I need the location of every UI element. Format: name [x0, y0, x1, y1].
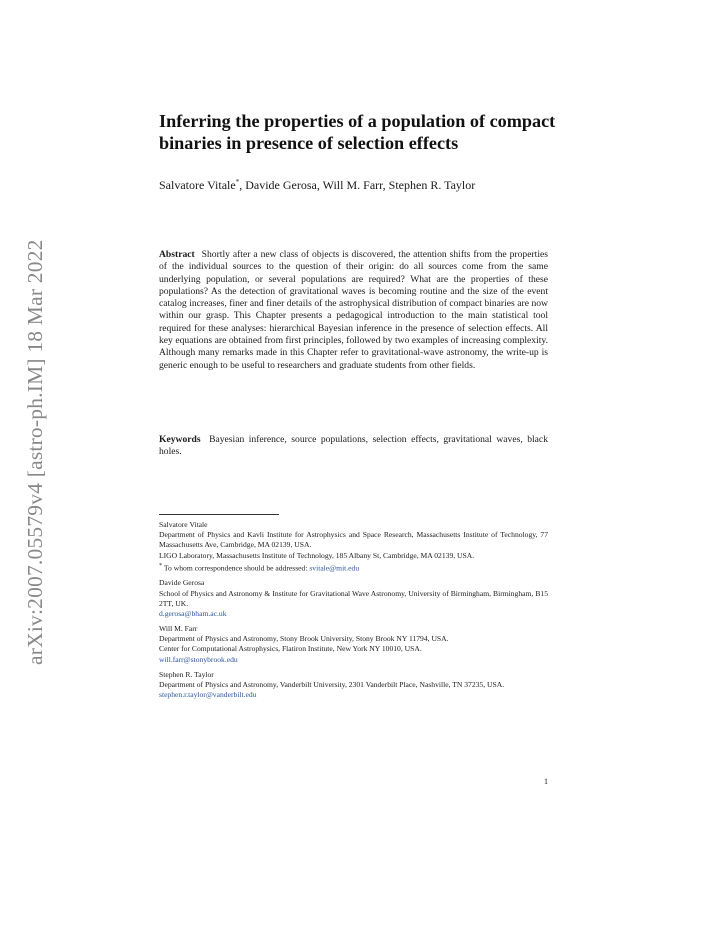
affiliation-entry: [159, 624, 548, 665]
affiliation-line: Department of Physics and Astronomy, Stony Brook University, Stony Brook NY 11794, USA.: [159, 634, 449, 644]
correspondence-mark: *: [159, 561, 163, 569]
affiliation-line: Department of Physics and Kavli Institute for Astrophysics and Space Research, Massachusetts Institute of Technology, 77 Massachusetts Ave, Cambridge, MA 02139, USA.: [159, 530, 548, 550]
keywords-text: Bayesian inference, source populations, selection effects, gravitational waves, black holes.: [159, 434, 548, 458]
affiliation-line: School of Physics and Astronomy & Institute for Gravitational Wave Astronomy, University of Birmingham, Birmingham, B15 2TT, UK.: [159, 588, 548, 608]
affiliation-entry: [159, 670, 548, 701]
email-link[interactable]: stephen.r.taylor@vanderbilt.edu: [159, 689, 257, 699]
affiliation-author-name: Salvatore Vitale: [159, 520, 208, 529]
keywords-section: [159, 434, 548, 459]
footnote-divider: [159, 514, 279, 515]
affiliation-line: LIGO Laboratory, Massachusetts Institute of Technology, 185 Albany St, Cambridge, MA 02139, USA.: [159, 550, 475, 560]
affiliation-author-name: Davide Gerosa: [159, 578, 205, 588]
abstract-text: Shortly after a new class of objects is discovered, the attention shifts from the properties of the individual sources to the question of their origin: do all sources come from the same underlying population, or several populations are required? What are the properties of these populations? As the detection of gravitational waves is becoming routine and the size of the event catalog increases, finer and finer details of the astrophysical distribution of compact binaries are now within our grasp. This Chapter presents a pedagogical introduction to the main statistical tool required for these analyses: hierarchical Bayesian inference in the presence of selection effects. All key equations are obtained from first principles, followed by two examples of increasing complexity. Although many remarks made in this Chapter refer to gravitational-wave astronomy, the write-up is generic enough to be useful to researchers and graduate students from other fields.: [159, 249, 548, 371]
coauthor-names: , Davide Gerosa, Will M. Farr, Stephen R. Taylor: [239, 178, 476, 192]
email-link[interactable]: svitale@mit.edu: [309, 563, 360, 573]
email-link[interactable]: d.gerosa@bham.ac.uk: [159, 608, 227, 618]
paper-title: Inferring the properties of a population of compact binaries in presence of selection effects: [159, 111, 556, 153]
correspondence-note: [159, 561, 548, 574]
author-list: [159, 178, 475, 193]
abstract-label: Abstract: [159, 249, 195, 260]
affiliation-line: Center for Computational Astrophysics, Flatiron Institute, New York NY 10010, USA.: [159, 644, 422, 654]
abstract-section: [159, 249, 548, 372]
correspondence-text: To whom correspondence should be addressed:: [162, 563, 310, 573]
keywords-label: Keywords: [159, 434, 201, 445]
email-link[interactable]: will.farr@stonybrook.edu: [159, 654, 238, 664]
arxiv-identifier-stamp: arXiv:2007.05579v4 [astro-ph.IM] 18 Mar 2022: [23, 239, 47, 665]
affiliation-author-name: Will M. Farr: [159, 623, 198, 633]
corresponding-author-mark: *: [235, 178, 240, 186]
affiliation-entry: [159, 520, 548, 574]
affiliation-entry: [159, 578, 548, 619]
affiliation-author-name: Stephen R. Taylor: [159, 669, 214, 679]
affiliations-footnotes: [159, 520, 548, 705]
affiliation-line: Department of Physics and Astronomy, Vanderbilt University, 2301 Vanderbilt Place, Nashville, TN 37235, USA.: [159, 679, 505, 689]
page-number: 1: [544, 777, 548, 786]
author-name: Salvatore Vitale: [159, 178, 236, 192]
